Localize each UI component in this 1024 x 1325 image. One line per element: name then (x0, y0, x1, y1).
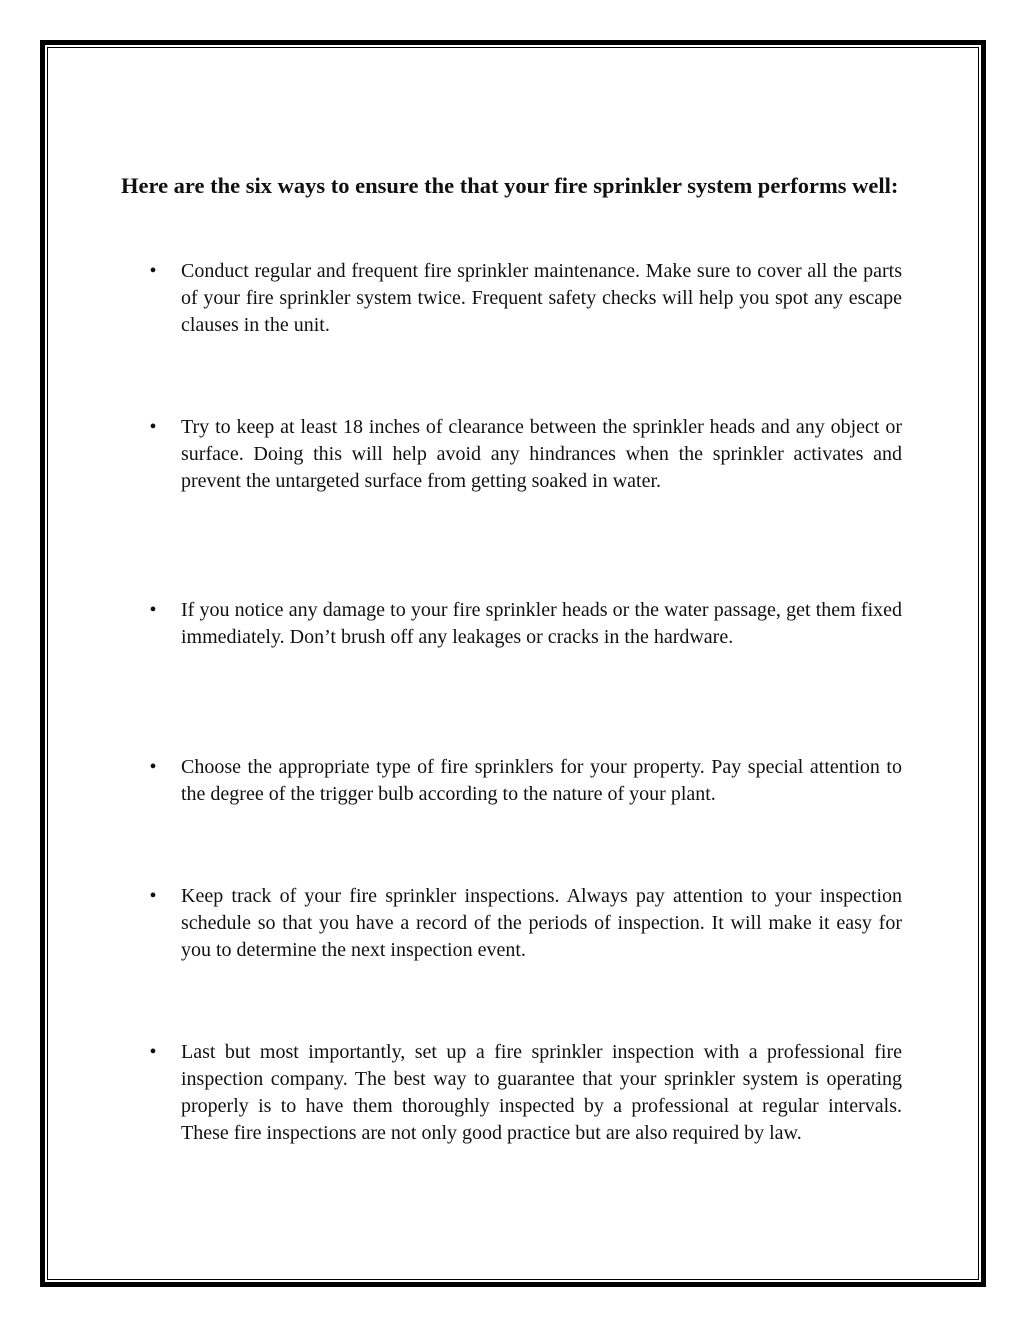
list-item-5 (121, 883, 902, 964)
list-item-text: If you notice any damage to your fire sprinkler heads or the water passage, get them fixed immediately. Don’t brush off any leakages or cracks in the hardware. (181, 599, 902, 648)
list-item-4 (121, 754, 902, 808)
page-heading: Here are the six ways to ensure the that your fire sprinkler system performs well: (121, 173, 899, 198)
bullet-icon: • (149, 599, 157, 621)
list-item-text: Last but most importantly, set up a fire sprinkler inspection with a professional fire inspection company. The best way to guarantee that your sprinkler system is operating properly is to have them thoroughly inspected by a professional at regular intervals. These fire inspections are not only good practice but are also required by law. (181, 1041, 902, 1144)
bullet-icon: • (149, 1041, 157, 1063)
bullet-icon: • (149, 416, 157, 438)
list-item-3 (121, 597, 902, 651)
list-item-text: Choose the appropriate type of fire sprinklers for your property. Pay special attention to the degree of the trigger bulb according to the nature of your plant. (181, 756, 902, 805)
list-item-1 (121, 258, 902, 339)
list-item-2 (121, 414, 902, 495)
list-item-6 (121, 1039, 902, 1147)
bullet-icon: • (149, 885, 157, 907)
bullet-icon: • (149, 260, 157, 282)
list-item-text: Keep track of your fire sprinkler inspections. Always pay attention to your inspection schedule so that you have a record of the periods of inspection. It will make it easy for you to determine the next inspection event. (181, 885, 902, 961)
list-item-text: Try to keep at least 18 inches of clearance between the sprinkler heads and any object or surface. Doing this will help avoid any hindrances when the sprinkler activates and prevent the untargeted surface from getting soaked in water. (181, 416, 902, 492)
list-item-text: Conduct regular and frequent fire sprinkler maintenance. Make sure to cover all the parts of your fire sprinkler system twice. Frequent safety checks will help you spot any escape clauses in the unit. (181, 260, 902, 336)
bullet-icon: • (149, 756, 157, 778)
